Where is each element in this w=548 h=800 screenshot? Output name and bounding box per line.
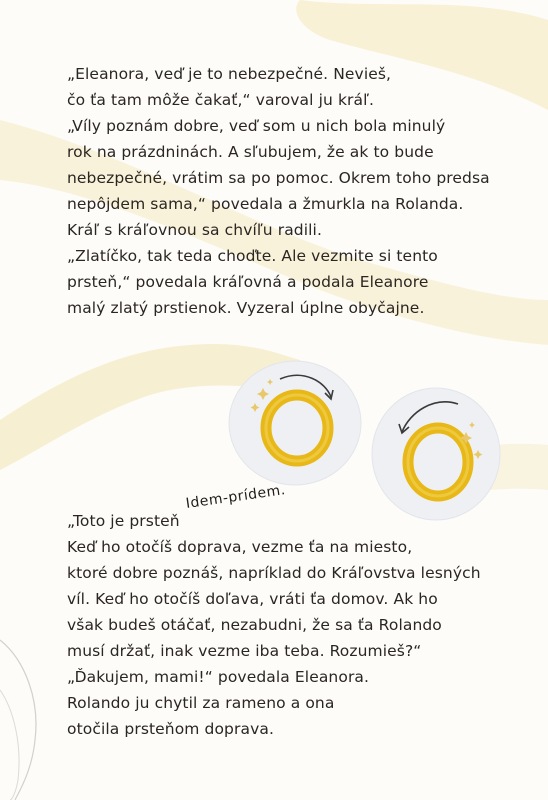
text-line: malý zlatý prstienok. Vyzeral úplne obyčajne. — [67, 299, 425, 317]
ring-rotate-left-illustration — [368, 382, 508, 527]
text-line: čo ťa tam môže čakať,“ varoval ju kráľ. — [67, 91, 375, 109]
text-line: rok na prázdninách. A sľubujem, že ak to bude — [67, 143, 434, 161]
text-line: „Ďakujem, mami!“ povedala Eleanora. — [67, 668, 370, 686]
text-line: otočila prsteňom doprava. — [67, 720, 274, 738]
ring-name-label: Idem-prídem. — [184, 482, 287, 512]
text-line: ktoré dobre poznáš, napríklad do Kráľovstva lesných — [67, 564, 481, 582]
text-line: „Eleanora, veď je to nebezpečné. Nevieš, — [67, 65, 392, 83]
text-line: však budeš otáčať, nezabudni, že sa ťa Rolando — [67, 616, 442, 634]
text-line: musí držať, inak vezme iba teba. Rozumieš?“ — [67, 642, 422, 660]
text-line: víl. Keď ho otočíš doľava, vráti ťa domov. Ak ho — [67, 590, 438, 608]
text-line: nepôjdem sama,“ povedala a žmurkla na Rolanda. — [67, 195, 464, 213]
text-line: „Víly poznám dobre, veď som u nich bola minulý — [67, 117, 446, 135]
text-line: Kráľ s kráľovnou sa chvíľu radili. — [67, 221, 322, 239]
text-line: Rolando ju chytil za rameno a ona — [67, 694, 335, 712]
ring-rotate-right-illustration — [225, 355, 365, 490]
text-line: prsteň,“ povedala kráľovná a podala Eleanore — [67, 273, 429, 291]
text-line: nebezpečné, vrátim sa po pomoc. Okrem toho predsa — [67, 169, 490, 187]
bottom-left-stroke-2 — [0, 690, 19, 800]
text-line: Keď ho otočíš doprava, vezme ťa na miesto, — [67, 538, 413, 556]
text-line: „Toto je prsteň — [67, 512, 180, 530]
text-line: „Zlatíčko, tak teda choďte. Ale vezmite si tento — [67, 247, 438, 265]
